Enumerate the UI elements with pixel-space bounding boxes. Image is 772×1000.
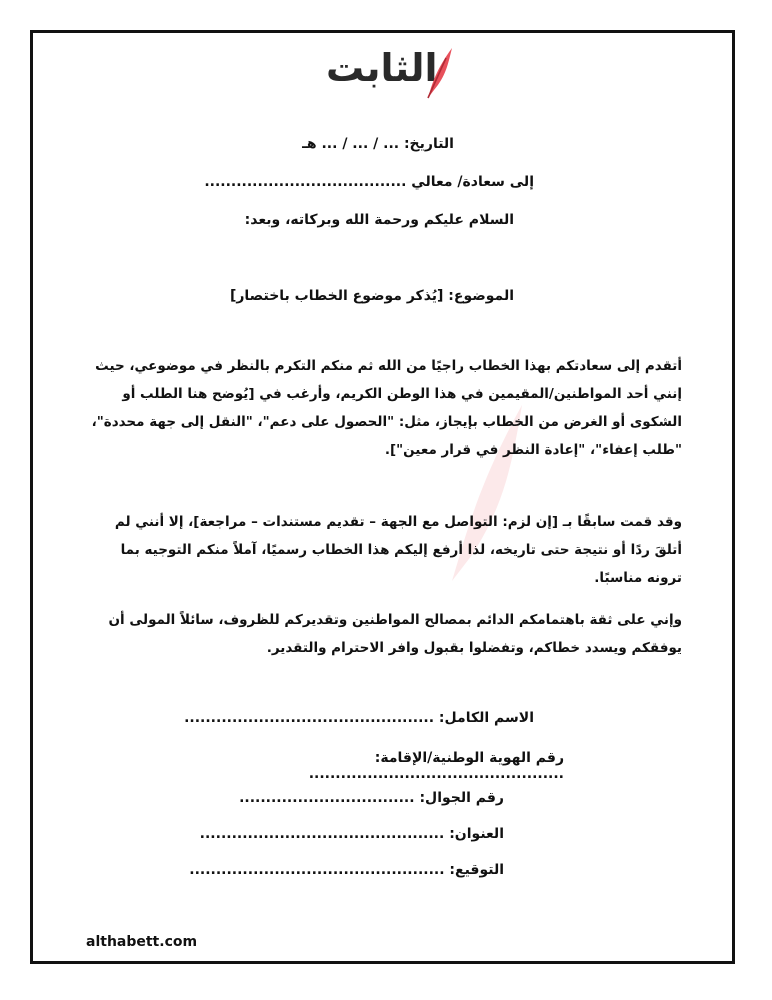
date-line: التاريخ: ... / ... / ... هـ <box>302 136 454 152</box>
recipient-line: إلى سعادة/ معالي ...................................... <box>204 174 534 190</box>
national-id-field: رقم الهوية الوطنية/الإقامة: ................................................ <box>308 750 564 782</box>
signature-field: التوقيع: ................................................ <box>189 862 504 878</box>
body-paragraph-3: وإني على ثقة باهتمامكم الدائم بمصالح المواطنين وتقديركم للظروف، سائلاً المولى أن يوفقكم ويسدد خطاكم، وتفضلوا بقبول وافر الاحترام والتقدير. <box>108 612 682 656</box>
greeting-line: السلام عليكم ورحمة الله وبركاته، وبعد: <box>244 212 514 228</box>
body-paragraph-1: أتقدم إلى سعادتكم بهذا الخطاب راجيًا من الله ثم منكم التكرم بالنظر في موضوعي، حيث إنني أحد المواطنين/المقيمين في هذا الوطن الكريم، وأرغب في [يُوضح هنا الطلب أو الشكوى أو الغرض من الخطاب بإيجاز، مثل: "الحصول على دعم"، "النقل إلى جهة محددة"، "طلب إعفاء"، "إعادة النظر في قرار معين"]. <box>91 358 682 458</box>
logo-text: الثابت <box>326 46 438 90</box>
website-link[interactable]: althabett.com <box>86 934 198 950</box>
feather-icon <box>422 44 456 100</box>
full-name-field: الاسم الكامل: ............................................... <box>184 710 534 726</box>
body-paragraph-2: وقد قمت سابقًا بـ [إن لزم: التواصل مع الجهة – تقديم مستندات – مراجعة]، إلا أنني لم أتلقَ ردًا أو نتيجة حتى تاريخه، لذا أرفع إليكم هذا الخطاب رسميًا، آملاً منكم التوجيه بما ترونه مناسبًا. <box>114 514 682 586</box>
subject-line: الموضوع: [يُذكر موضوع الخطاب باختصار] <box>229 288 514 304</box>
logo <box>326 44 456 100</box>
page-border <box>30 30 735 964</box>
mobile-field: رقم الجوال: ................................. <box>239 790 504 806</box>
address-field: العنوان: .............................................. <box>199 826 504 842</box>
